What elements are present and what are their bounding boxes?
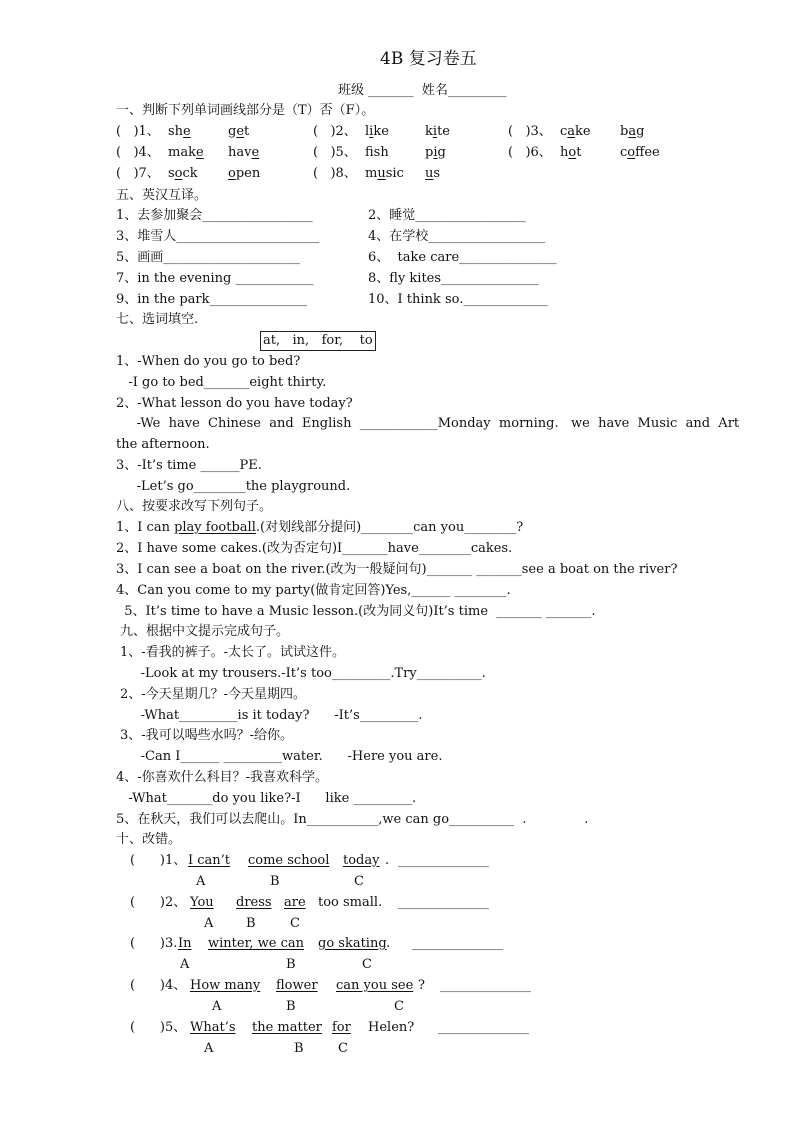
s1-word-end: t xyxy=(576,145,582,160)
s10-option-letter: C xyxy=(362,957,372,972)
s10-option-letter: B xyxy=(286,999,296,1014)
s10-item-number: ( )4、 xyxy=(130,978,187,993)
s1-underlined-letters: i xyxy=(433,145,438,160)
s10-option-letter: C xyxy=(338,1041,348,1056)
section-8-heading: 八、按要求改写下列句子。 xyxy=(116,499,273,514)
s10-option-b: come school xyxy=(248,853,330,868)
s10-item-number: ( )1、 xyxy=(130,853,187,868)
s10-sentence-end: . xyxy=(386,936,391,951)
s9-line: -Look at my trousers.-It’s too_________.Try__________. xyxy=(120,666,486,681)
s10-option-a: You xyxy=(190,895,214,910)
section-9-heading: 九、根据中文提示完成句子。 xyxy=(120,624,290,639)
s1-word xyxy=(365,144,389,162)
s8-line-1-start: 1、I can xyxy=(116,520,175,535)
s5-item-2: 2、睡觉_________________ xyxy=(368,208,526,223)
s1-underlined-letters: o xyxy=(568,145,577,160)
s5-item-5: 5、画画_____________________ xyxy=(116,250,300,265)
s1-underlined-letters: o xyxy=(174,166,183,181)
s7-line: -I go to bed_______eight thirty. xyxy=(116,375,327,390)
s1-word xyxy=(168,144,204,162)
s10-option-letter: C xyxy=(394,999,404,1014)
s10-answer-blank: ______________ xyxy=(440,978,531,993)
s5-item-8: 8、fly kites_______________ xyxy=(368,271,539,286)
s9-line: 4、-你喜欢什么科目？-我喜欢科学。 xyxy=(116,770,329,785)
s1-word xyxy=(425,144,446,162)
s1-word-start: c xyxy=(560,124,568,139)
s10-option-c: are xyxy=(284,895,306,910)
s5-item-3: 3、堆雪人______________________ xyxy=(116,229,320,244)
s1-word-start: l xyxy=(365,124,370,139)
s1-word xyxy=(365,165,404,183)
s10-option-letter: A xyxy=(204,1041,214,1056)
s1-word xyxy=(365,123,389,141)
s10-option-b: flower xyxy=(276,978,318,993)
s5-item-4: 4、在学校__________________ xyxy=(368,229,546,244)
s1-underlined-letters: u xyxy=(377,166,386,181)
s8-line: 3、I can see a boat on the river.(改为一般疑问句)_______ _______see a boat on the river? xyxy=(116,562,678,577)
s5-item-7: 7、in the evening ____________ xyxy=(116,271,314,286)
s10-sentence-end: ? xyxy=(418,978,425,993)
s10-option-letter: A xyxy=(212,999,222,1014)
s1-underlined-letters: i xyxy=(369,124,374,139)
s1-item-number: ( )1、 xyxy=(116,124,160,139)
s10-answer-blank: ______________ xyxy=(398,853,489,868)
s9-line: -What_________is it today? -It’s_________. xyxy=(120,708,423,723)
s5-item-9: 9、in the park_______________ xyxy=(116,292,308,307)
s10-option-b: dress xyxy=(236,895,272,910)
s10-option-letter: C xyxy=(290,916,300,931)
s9-line: 5、在秋天，我们可以去爬山。In___________,we can go__________ . . xyxy=(116,812,589,827)
s1-word xyxy=(168,165,198,183)
s1-word xyxy=(168,123,191,141)
s1-word-end: pen xyxy=(235,166,261,181)
section-5-heading: 五、英汉互译。 xyxy=(116,188,208,203)
s1-word-start: b xyxy=(620,124,629,139)
s1-word-start: c xyxy=(620,145,628,160)
s1-word xyxy=(620,144,660,162)
s10-answer-blank: ______________ xyxy=(412,936,503,951)
s1-underlined-letters: o xyxy=(228,166,236,181)
s7-line: 2、-What lesson do you have today? xyxy=(116,396,353,411)
s1-underlined-letters: a xyxy=(567,124,576,139)
s1-word-end: t xyxy=(244,124,250,139)
s10-answer-blank: ______________ xyxy=(438,1020,529,1035)
s1-word xyxy=(560,123,591,141)
s1-word-start: g xyxy=(228,124,237,139)
s8-line-1 xyxy=(116,519,523,537)
class-name-line: 班级 _______ 姓名_________ xyxy=(338,83,507,98)
s7-line: 1、-When do you go to bed? xyxy=(116,354,301,369)
page-title: 4B 复习卷五 xyxy=(380,49,477,69)
word-bank: at, in, for, to xyxy=(260,331,376,351)
s8-line-1-end: .(对划线部分提问)________can you________? xyxy=(255,520,524,535)
s10-sentence-end: . xyxy=(385,853,390,868)
s1-word-end: g xyxy=(636,124,645,139)
s1-item-number: ( )2、 xyxy=(313,124,357,139)
s1-word-start: h xyxy=(560,145,569,160)
s9-line: -Can I______ _________water. -Here you are. xyxy=(120,749,443,764)
s10-option-a: In xyxy=(178,936,192,951)
s1-item-number: ( )6、 xyxy=(508,145,552,160)
s10-sentence-end: Helen? xyxy=(368,1020,415,1035)
s10-option-letter: C xyxy=(354,874,364,889)
s10-option-letter: B xyxy=(294,1041,304,1056)
s7-line: 3、-It’s time ______PE. xyxy=(116,458,262,473)
s10-sentence-end: too small. xyxy=(318,895,383,910)
s1-word-end: ck xyxy=(182,166,198,181)
s9-line: 3、-我可以喝些水吗？-给你。 xyxy=(120,728,294,743)
s8-line: 4、Can you come to my party(做肯定回答)Yes,______ ________. xyxy=(116,583,511,598)
s1-word-end: ke xyxy=(373,124,389,139)
s10-option-letter: B xyxy=(270,874,280,889)
section-1-heading: 一、判断下列单词画线部分是（T）否（F）。 xyxy=(116,103,375,118)
s1-underlined-letters: i xyxy=(432,124,438,139)
s10-item-number: ( )3. xyxy=(130,936,178,951)
s10-item-number: ( )5、 xyxy=(130,1020,187,1035)
s1-word xyxy=(228,144,259,162)
s1-word xyxy=(425,165,440,183)
s1-word-end: ke xyxy=(575,124,591,139)
s1-underlined-letters: e xyxy=(183,124,191,139)
s1-item-number: ( )5、 xyxy=(313,145,357,160)
s7-line: -We have Chinese and English ____________Monday morning. we have Music and Art xyxy=(116,416,740,431)
s1-underlined-letters: e xyxy=(236,124,245,139)
s10-option-c: for xyxy=(332,1020,351,1035)
s10-item-number: ( )2、 xyxy=(130,895,187,910)
underlined-phrase: play football xyxy=(174,520,256,535)
s1-underlined-letters: u xyxy=(425,166,434,181)
s1-underlined-letters: a xyxy=(628,124,637,139)
s9-line: 2、-今天星期几？-今天星期四。 xyxy=(120,687,307,702)
s1-word xyxy=(228,123,249,141)
s1-word-end: g xyxy=(437,145,446,160)
s1-word-end: s xyxy=(433,166,441,181)
s10-option-b: the matter xyxy=(252,1020,322,1035)
s10-option-c: go skating xyxy=(318,936,387,951)
s5-item-1: 1、去参加聚会_________________ xyxy=(116,208,313,223)
s10-answer-blank: ______________ xyxy=(398,895,489,910)
s1-word-start: k xyxy=(425,124,433,139)
s1-word-end: sic xyxy=(385,166,404,181)
s1-underlined-letters: e xyxy=(195,145,204,160)
s1-word xyxy=(560,144,581,162)
s10-option-c: today xyxy=(343,853,380,868)
s10-option-c: can you see xyxy=(336,978,414,993)
s1-word xyxy=(228,165,260,183)
s1-word xyxy=(425,123,450,141)
s5-item-6: 6、 take care_______________ xyxy=(368,250,557,265)
s7-line: -Let’s go________the playground. xyxy=(116,479,351,494)
s9-line: 1、-看我的裤子。-太长了。试试这件。 xyxy=(120,645,346,660)
s1-underlined-letters: e xyxy=(251,145,260,160)
s1-item-number: ( )8、 xyxy=(313,166,357,181)
section-10-heading: 十、改错。 xyxy=(116,832,182,847)
section-7-heading: 七、选词填空. xyxy=(116,312,199,327)
s9-line: -What_______do you like?-I like _________. xyxy=(116,791,417,806)
s1-word-start: s xyxy=(168,166,175,181)
s8-line: 2、I have some cakes.(改为否定句)I_______have________cakes. xyxy=(116,541,513,556)
s10-option-a: I can’t xyxy=(188,853,231,868)
s1-word-end: sh xyxy=(373,145,389,160)
s10-option-b: winter, we can xyxy=(208,936,304,951)
s10-option-letter: B xyxy=(286,957,296,972)
s10-option-letter: A xyxy=(196,874,206,889)
s1-word-end: te xyxy=(437,124,450,139)
s1-item-number: ( )7、 xyxy=(116,166,160,181)
s1-word-start: f xyxy=(365,145,374,160)
s1-underlined-letters: o xyxy=(627,145,636,160)
s10-option-letter: B xyxy=(246,916,256,931)
s1-word xyxy=(620,123,644,141)
s5-item-10: 10、I think so._____________ xyxy=(368,292,548,307)
s10-option-a: What’s xyxy=(190,1020,236,1035)
s1-word-start: p xyxy=(425,145,434,160)
s1-word-start: m xyxy=(365,166,378,181)
s7-line: the afternoon. xyxy=(116,437,210,452)
s10-option-letter: A xyxy=(204,916,214,931)
s1-item-number: ( )4、 xyxy=(116,145,160,160)
s1-word-start: hav xyxy=(228,145,252,160)
s1-item-number: ( )3、 xyxy=(508,124,552,139)
s1-word-start: sh xyxy=(168,124,184,139)
s10-option-letter: A xyxy=(180,957,190,972)
s8-line: 5、It’s time to have a Music lesson.(改为同义句)It’s time _______ _______. xyxy=(116,604,596,619)
s1-word-start: mak xyxy=(168,145,196,160)
s1-word-end: ffee xyxy=(635,145,660,160)
s10-option-a: How many xyxy=(190,978,261,993)
